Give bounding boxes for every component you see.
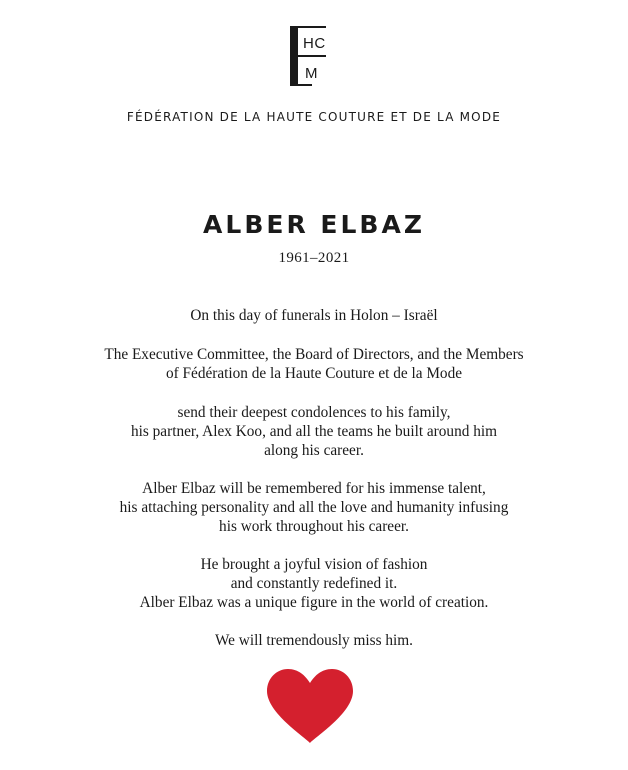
paragraph-line: his attaching personality and all the love and humanity infusing bbox=[119, 499, 509, 516]
page-title: ALBER ELBAZ bbox=[203, 210, 425, 239]
paragraph-line: along his career. bbox=[264, 442, 364, 459]
paragraph-line: On this day of funerals in Holon – Israël bbox=[190, 307, 438, 324]
logo-top-rule bbox=[298, 26, 326, 28]
paragraph-line: of Fédération de la Haute Couture et de la Mode bbox=[165, 365, 463, 382]
heart-icon bbox=[267, 669, 353, 743]
paragraph-1 bbox=[0, 306, 628, 325]
logo-middle-rule bbox=[298, 55, 326, 57]
logo-bar bbox=[290, 26, 298, 86]
paragraph-6 bbox=[0, 631, 628, 650]
logo-letters-bottom: M bbox=[305, 65, 318, 82]
life-years: 1961–2021 bbox=[278, 250, 350, 266]
heart-shape bbox=[267, 669, 353, 743]
paragraph-line: Alber Elbaz was a unique figure in the world of creation. bbox=[139, 594, 489, 611]
paragraph-2 bbox=[0, 345, 628, 383]
logo-letters-top: HC bbox=[303, 35, 326, 52]
organization-name: FÉDÉRATION DE LA HAUTE COUTURE ET DE LA MODE bbox=[126, 110, 502, 124]
paragraph-3 bbox=[0, 403, 628, 460]
paragraph-line: He brought a joyful vision of fashion bbox=[200, 556, 428, 573]
paragraph-line: his partner, Alex Koo, and all the teams he built around him bbox=[130, 423, 497, 440]
paragraph-5 bbox=[0, 555, 628, 612]
paragraph-line: send their deepest condolences to his family, bbox=[177, 404, 451, 421]
paragraph-line: The Executive Committee, the Board of Directors, and the Members bbox=[104, 346, 524, 363]
paragraph-line: his work throughout his career. bbox=[219, 518, 409, 535]
logo-bottom-rule bbox=[298, 84, 312, 86]
fhcm-logo bbox=[290, 26, 330, 88]
paragraph-line: Alber Elbaz will be remembered for his immense talent, bbox=[142, 480, 486, 497]
paragraph-line: We will tremendously miss him. bbox=[214, 632, 414, 649]
paragraph-4 bbox=[0, 479, 628, 536]
paragraph-line: and constantly redefined it. bbox=[230, 575, 398, 592]
